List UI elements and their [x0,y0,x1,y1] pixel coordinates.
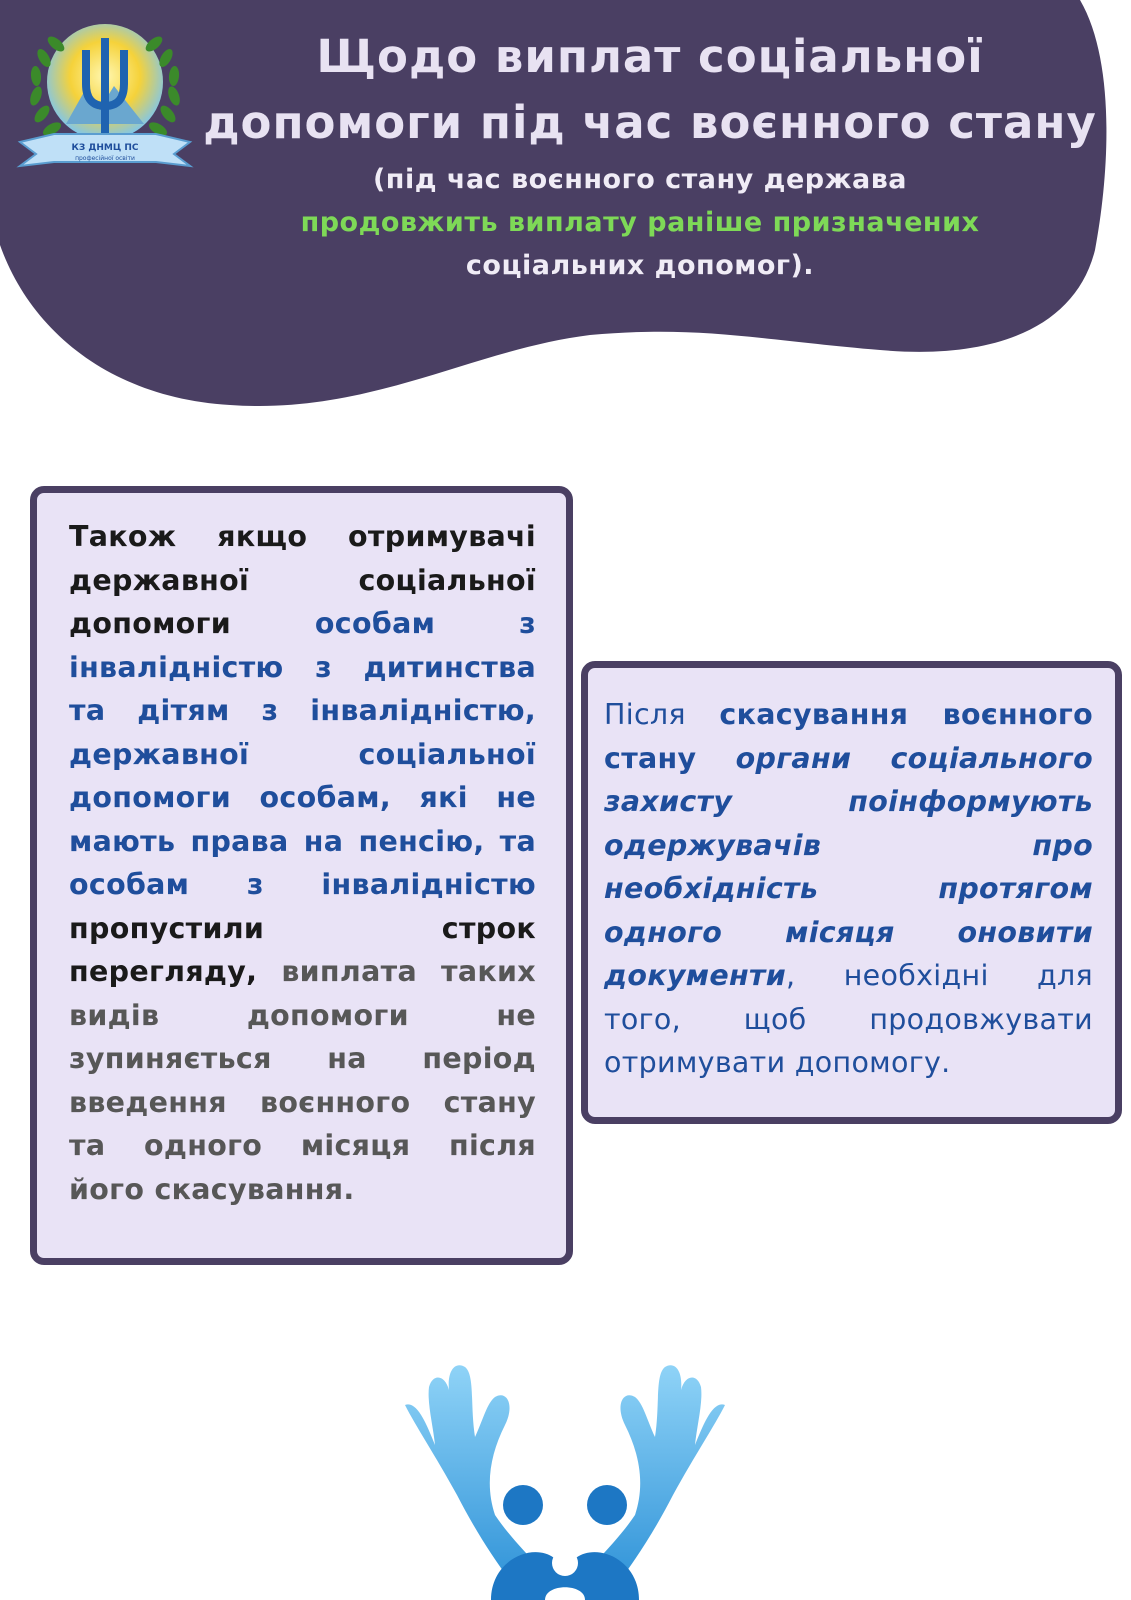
subtitle-line-1: (під час воєнного стану держава [372,164,908,195]
right-text-agencies: органи соціального захисту [604,741,1093,818]
right-text-martial-law-end: скасування воєнного стану [604,698,1093,775]
info-card-right [581,661,1122,1124]
svg-text:професійної освіти: професійної освіти [75,155,135,162]
left-text-missed-review: пропустили строк перегляду, [69,911,536,988]
left-text-intro: Також якщо отримувачі державної соціальної допомоги [69,520,536,640]
right-text-purpose: , необхідні для того, щоб продовжувати отримувати допомогу. [604,959,1093,1079]
subtitle-line-2-highlight: продовжить виплату раніше призначених [300,207,980,238]
subtitle-line-3: соціальних допомог). [465,250,815,281]
title-line-2: допомоги під час воєнного стану [203,96,1097,149]
left-text-payment: виплата таких видів допомоги не зупиняється на період введення воєнного стану та одного місяця після його скасування. [69,955,536,1206]
title-line-1: Щодо виплат соціальної [316,30,984,83]
caring-hands-family-icon [395,1345,735,1600]
right-text-inform: поінформують одержувачів про необхідність протягом одного місяця оновити документи [604,785,1093,992]
svg-text:КЗ ДНМЦ ПС: КЗ ДНМЦ ПС [71,143,139,153]
right-text-after: Після [604,698,720,731]
page-title [190,24,1110,156]
organization-logo [14,14,196,174]
left-card-text [69,515,536,1211]
page-subtitle [230,158,1050,287]
left-text-recipients: особам з інвалідністю з дитинства та дітям з інвалідністю, державної соціальної допомоги особам, які не мають права на пенсію, та особам з інвалідністю [69,607,536,901]
right-card-text [604,693,1093,1085]
info-card-left [30,486,573,1265]
